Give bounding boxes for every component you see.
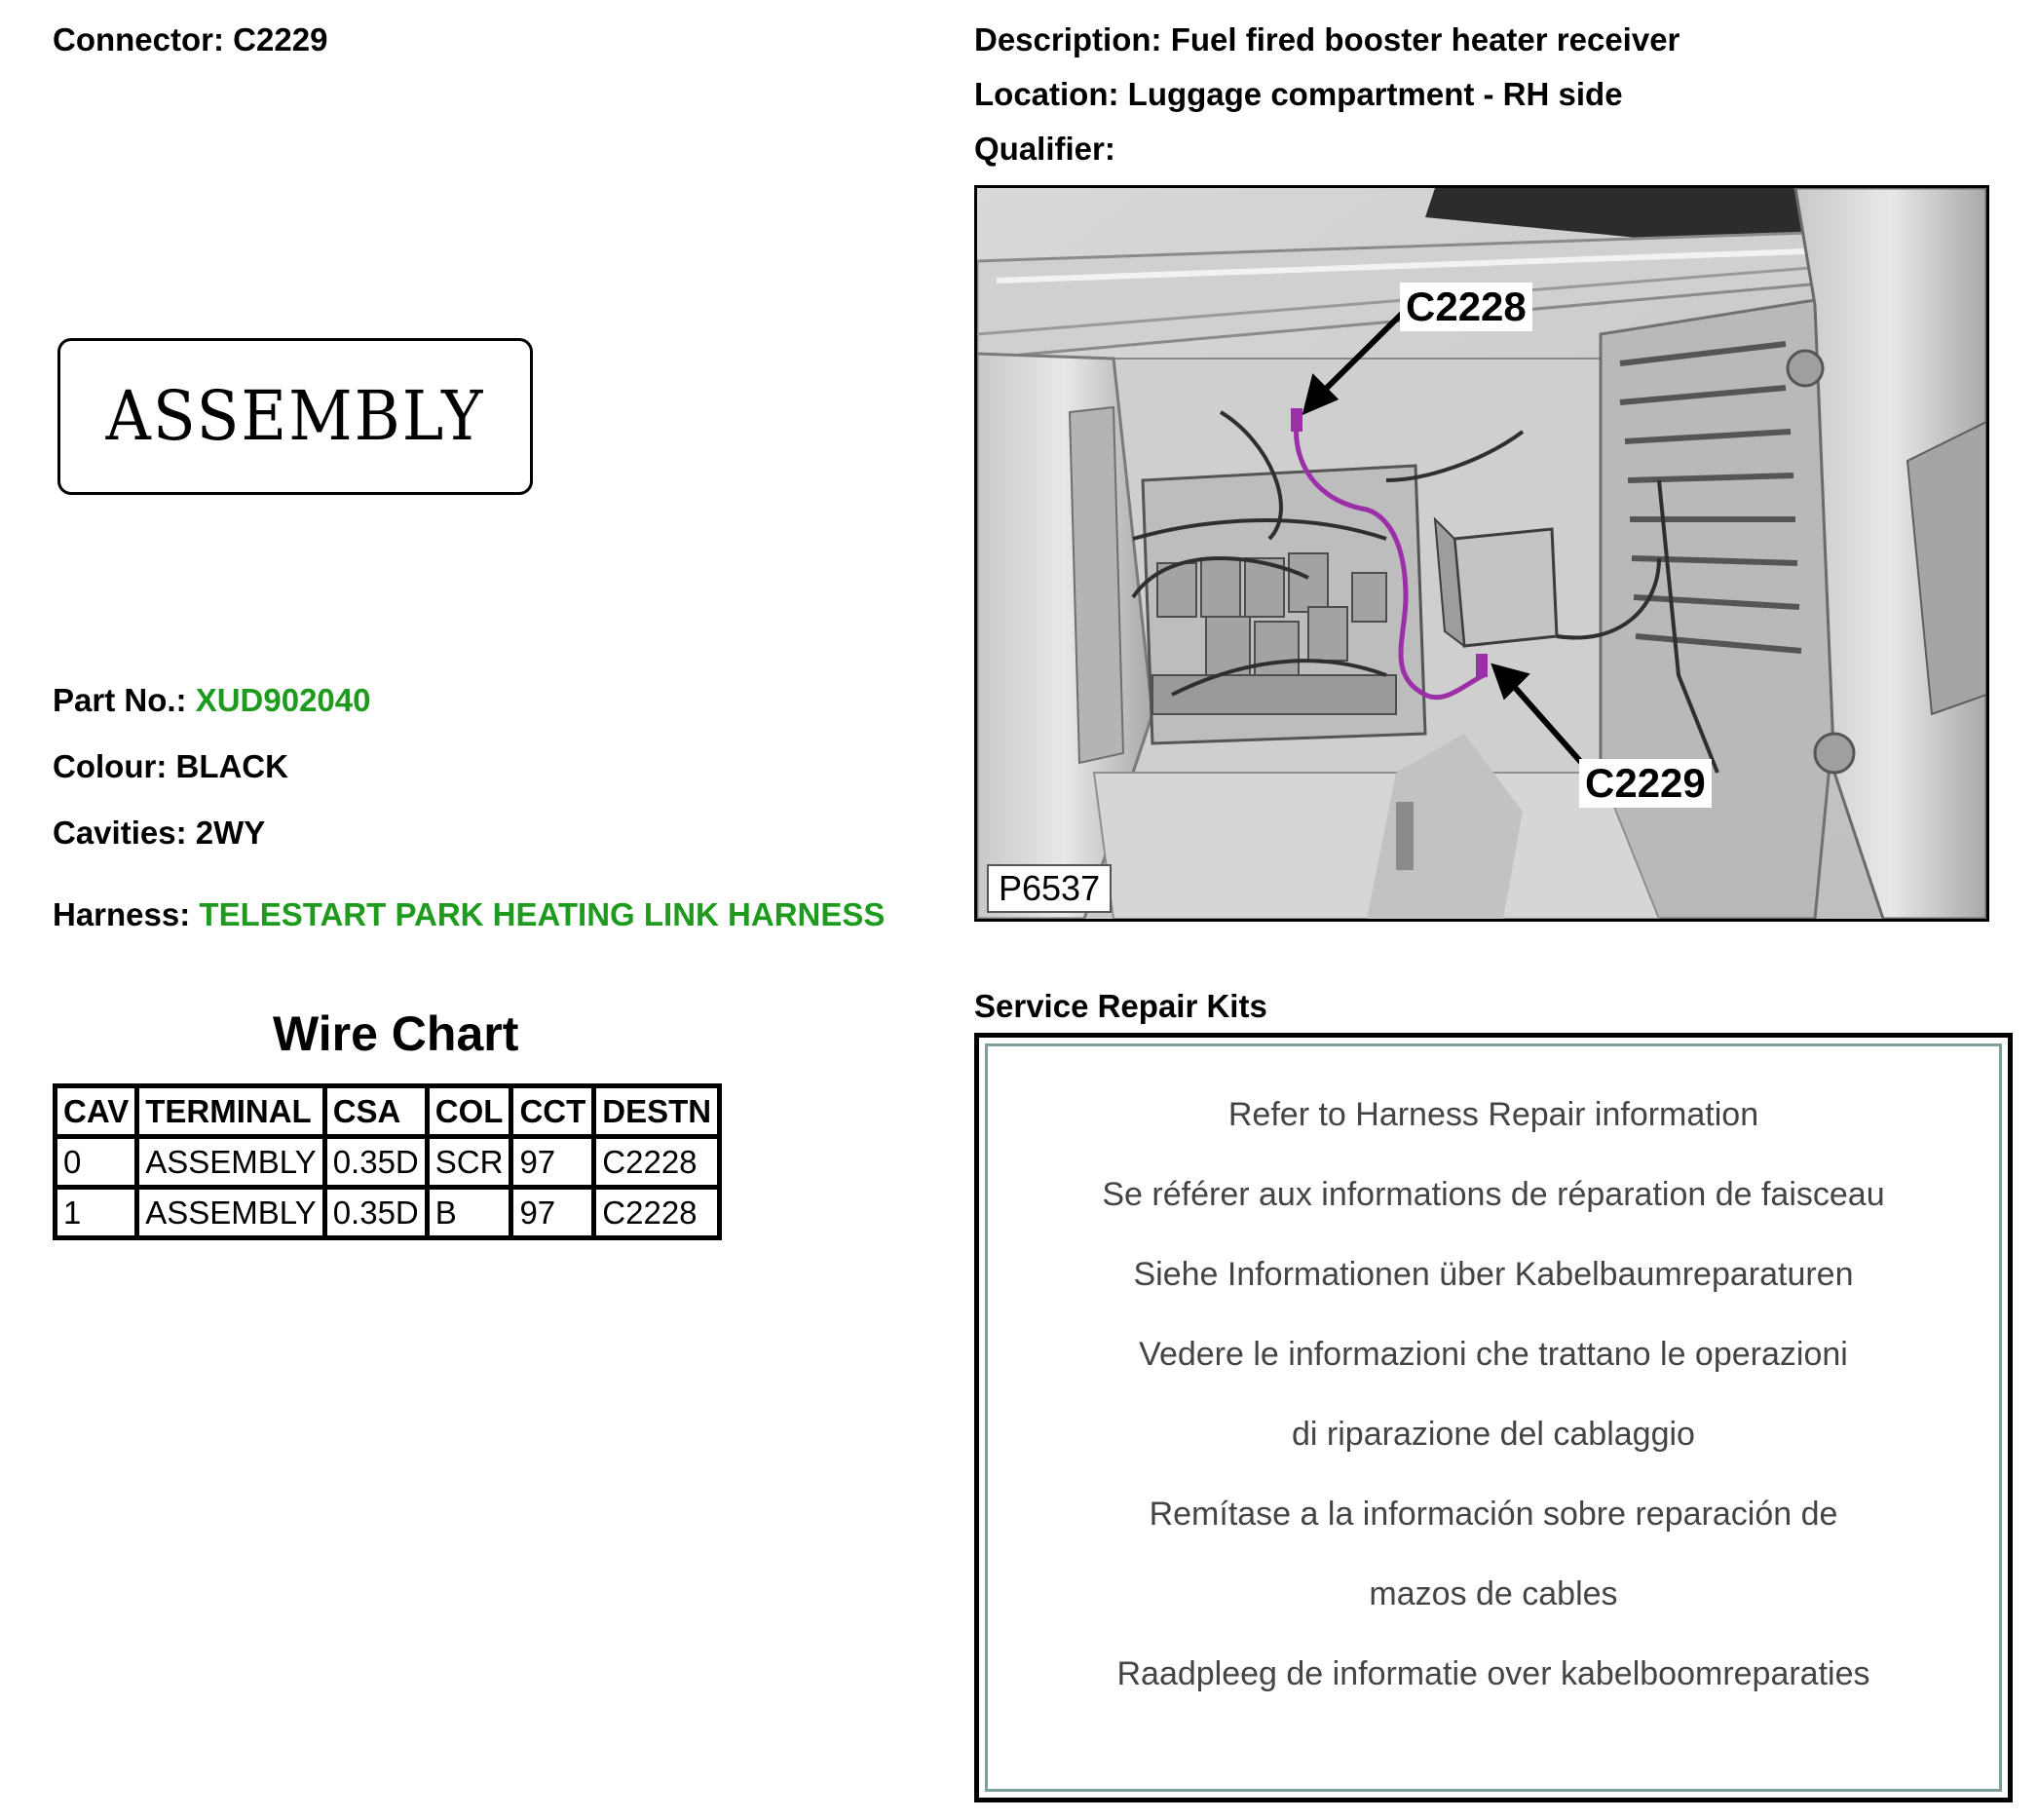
cell-col: B bbox=[427, 1188, 511, 1238]
kit-line-es-2: mazos de cables bbox=[1369, 1575, 1618, 1612]
header-cav: CAV bbox=[56, 1086, 137, 1137]
kit-line-fr: Se référer aux informations de réparation de faisceau bbox=[1102, 1176, 1885, 1213]
cell-cav: 1 bbox=[56, 1188, 137, 1238]
kit-line-en: Refer to Harness Repair information bbox=[1227, 1096, 1759, 1133]
cell-cct: 97 bbox=[511, 1188, 594, 1238]
cell-csa: 0.35D bbox=[324, 1137, 427, 1188]
part-number-line bbox=[53, 682, 370, 719]
table-row bbox=[56, 1188, 720, 1238]
cavities-value: 2WY bbox=[195, 815, 266, 851]
colour-line bbox=[53, 748, 288, 785]
service-kits-box bbox=[974, 1033, 2013, 1802]
harness-label: Harness: bbox=[53, 896, 191, 932]
cell-destn: C2228 bbox=[594, 1188, 720, 1238]
location-label: Location: bbox=[974, 76, 1119, 112]
service-kits-title: Service Repair Kits bbox=[974, 988, 1267, 1024]
kit-line-de: Siehe Informationen über Kabelbaumreparaturen bbox=[1133, 1256, 1854, 1293]
qualifier-label: Qualifier: bbox=[974, 131, 1115, 167]
cavities-label: Cavities: bbox=[53, 815, 187, 851]
location-line bbox=[974, 76, 1623, 113]
callout-c2228: C2228 bbox=[1400, 283, 1532, 331]
figure-id: P6537 bbox=[987, 864, 1112, 913]
part-number-label: Part No.: bbox=[53, 682, 187, 718]
connector-value: C2229 bbox=[233, 21, 328, 57]
description-value: Fuel fired booster heater receiver bbox=[1170, 21, 1680, 57]
cell-terminal: ASSEMBLY bbox=[137, 1137, 324, 1188]
qualifier-line bbox=[974, 131, 1115, 168]
colour-label: Colour: bbox=[53, 748, 168, 784]
header-terminal: TERMINAL bbox=[137, 1086, 324, 1137]
cell-col: SCR bbox=[427, 1137, 511, 1188]
location-image bbox=[974, 185, 1989, 922]
header-cct: CCT bbox=[511, 1086, 594, 1137]
assembly-box bbox=[57, 338, 533, 495]
callout-c2229: C2229 bbox=[1579, 759, 1712, 808]
harness-line bbox=[53, 896, 885, 933]
header-destn: DESTN bbox=[594, 1086, 720, 1137]
cell-cav: 0 bbox=[56, 1137, 137, 1188]
cell-terminal: ASSEMBLY bbox=[137, 1188, 324, 1238]
header-col: COL bbox=[427, 1086, 511, 1137]
wire-chart-header-row bbox=[56, 1086, 720, 1137]
cell-csa: 0.35D bbox=[324, 1188, 427, 1238]
connector-label: Connector: bbox=[53, 21, 224, 57]
cell-destn: C2228 bbox=[594, 1137, 720, 1188]
table-row bbox=[56, 1137, 720, 1188]
kit-line-it-1: Vedere le informazioni che trattano le operazioni bbox=[1139, 1336, 1848, 1373]
cell-cct: 97 bbox=[511, 1137, 594, 1188]
description-label: Description: bbox=[974, 21, 1162, 57]
kit-line-es-1: Remítase a la información sobre reparación de bbox=[1149, 1496, 1838, 1533]
kit-line-nl: Raadpleeg de informatie over kabelboomreparaties bbox=[1116, 1655, 1870, 1692]
wire-chart-title: Wire Chart bbox=[273, 1006, 519, 1061]
colour-value: BLACK bbox=[175, 748, 288, 784]
assembly-box-text: ASSEMBLY bbox=[105, 376, 485, 457]
harness-value: TELESTART PARK HEATING LINK HARNESS bbox=[199, 896, 886, 932]
header-csa: CSA bbox=[324, 1086, 427, 1137]
service-kits-inner bbox=[985, 1043, 2002, 1792]
kit-line-it-2: di riparazione del cablaggio bbox=[1292, 1416, 1695, 1453]
location-value: Luggage compartment - RH side bbox=[1127, 76, 1623, 112]
description-line bbox=[974, 21, 1679, 58]
connector-line bbox=[53, 21, 327, 58]
cavities-line bbox=[53, 815, 265, 852]
part-number-value: XUD902040 bbox=[195, 682, 371, 718]
wire-chart-table bbox=[53, 1083, 722, 1240]
